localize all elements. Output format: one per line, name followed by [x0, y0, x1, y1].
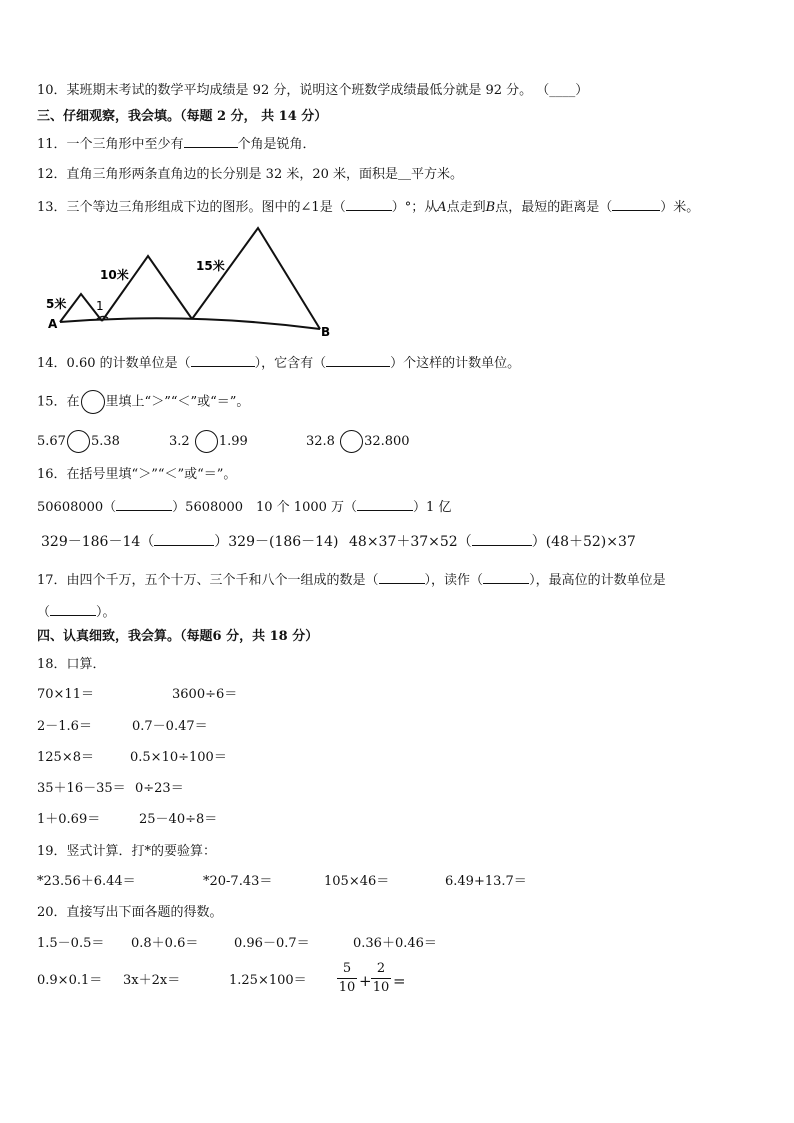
q13-point-a: A [437, 200, 447, 215]
q15-right-1: 5.38 [90, 434, 120, 449]
q18-item-2b: 0.7－0.47＝ [132, 719, 208, 734]
q16-left-1: 50608000（ [37, 500, 117, 515]
q16-left-4: 48×37＋37×52（ [349, 534, 472, 550]
q18-item-1b: 3600÷6＝ [172, 687, 238, 702]
q18-item-3b: 0.5×10÷100＝ [130, 750, 227, 765]
q13-text-a: 13．三个等边三角形组成下边的图形。图中的∠1是（ [37, 200, 346, 215]
q16-blank-4[interactable] [472, 533, 532, 546]
q18-item-3a: 125×8＝ [37, 750, 94, 765]
section-3-heading: 三、仔细观察，我会填。（每题 2 分， 共 14 分） [37, 109, 328, 124]
q15-text-b: 里填上“＞”“＜”或“＝”。 [105, 394, 250, 410]
q18-item-5b: 25－40÷8＝ [139, 812, 218, 827]
q15-compare-circle-2[interactable] [195, 430, 218, 453]
q20-item-3: 0.96－0.7＝ [234, 936, 310, 951]
q11-text-b: 个角是锐角． [237, 137, 316, 152]
question-17 [37, 571, 666, 590]
fraction-2-denominator: 10 [372, 980, 390, 995]
fraction-1-denominator: 10 [338, 980, 356, 995]
q16-left-2: 10 个 1000 万（ [256, 500, 358, 515]
medium-triangle [102, 256, 192, 321]
q13-text-d: 点走到 [446, 200, 486, 215]
q17-text-e: ）。 [96, 605, 116, 620]
label-5m: 5米 [46, 297, 67, 311]
label-angle-1: 1 [96, 299, 104, 313]
q16-left-3: 329－186－14（ [41, 534, 155, 550]
fraction-2 [371, 961, 391, 996]
q16-blank-1[interactable] [116, 498, 172, 511]
q16-item-1 [37, 498, 243, 517]
q16-right-4: ）(48＋52)×37 [531, 534, 636, 550]
q18-item-1a: 70×11＝ [37, 687, 94, 702]
q15-item-3 [306, 430, 410, 453]
q13-text-g: ）米。 [660, 200, 700, 215]
q15-left-2: 3.2 [169, 434, 190, 449]
q16-blank-3[interactable] [154, 533, 214, 546]
q17-unit-blank[interactable] [50, 603, 96, 616]
question-15 [37, 390, 249, 414]
q16-right-1: ）5608000 [172, 500, 244, 515]
q15-right-3: 32.800 [364, 434, 410, 449]
q17-text-b: ），读作（ [424, 573, 484, 588]
q17-number-blank[interactable] [379, 571, 425, 584]
q16-item-4 [349, 533, 636, 551]
q18-item-2a: 2－1.6＝ [37, 719, 92, 734]
q13-distance-blank[interactable] [612, 198, 660, 211]
circle-icon [81, 390, 105, 414]
q15-compare-circle-3[interactable] [340, 430, 363, 453]
baseline-curve [60, 318, 320, 329]
q18-item-5a: 1＋0.69＝ [37, 812, 101, 827]
question-11 [37, 135, 316, 154]
q19-item-3: 105×46＝ [324, 874, 390, 889]
question-17-cont [37, 603, 116, 622]
q20-item-7: 1.25×100＝ [229, 973, 307, 988]
question-14 [37, 354, 520, 373]
q14-text-c: ）个这样的计数单位。 [390, 356, 521, 371]
fraction-equals: = [393, 972, 406, 990]
q18-item-4a: 35＋16－35＝ [37, 781, 126, 796]
q17-text-d: （ [37, 605, 51, 620]
large-triangle [192, 228, 320, 329]
q13-point-b: B [485, 200, 496, 215]
fraction-plus: + [359, 972, 372, 990]
q11-text-a: 11．一个三角形中至少有 [37, 137, 184, 152]
question-18: 18．口算． [37, 657, 106, 672]
q15-item-1 [37, 430, 120, 453]
q20-item-5: 0.9×0.1＝ [37, 973, 103, 988]
q17-text-c: ），最高位的计数单位是 [529, 573, 666, 588]
q15-right-2: 1.99 [218, 434, 248, 449]
q17-text-a: 17．由四个千万，五个十万、三个千和八个一组成的数是（ [37, 573, 379, 588]
q16-item-3 [41, 533, 338, 551]
question-16: 16．在括号里填“＞”“＜”或“＝”。 [37, 467, 237, 482]
q16-right-2: ）1 亿 [413, 500, 452, 515]
q19-item-2: *20-7.43＝ [203, 874, 273, 889]
q14-unit-blank[interactable] [191, 354, 255, 367]
q15-item-2 [169, 430, 248, 453]
q17-reading-blank[interactable] [483, 571, 529, 584]
q15-compare-circle-1[interactable] [67, 430, 90, 453]
q16-item-2 [256, 498, 451, 517]
fraction-2-bar [371, 978, 391, 979]
section-4-heading: 四、认真细致，我会算。（每题6 分，共 18 分） [37, 629, 319, 644]
q19-item-1: *23.56＋6.44＝ [37, 874, 136, 889]
q14-text-b: ），它含有（ [254, 356, 327, 371]
q13-angle-blank[interactable] [346, 198, 392, 211]
q20-item-1: 1.5－0.5＝ [37, 936, 105, 951]
fraction-1-bar [337, 978, 357, 979]
question-10: 10．某班期末考试的数学平均成绩是 92 分，说明这个班数学成绩最低分就是 92 分。 （____） [37, 83, 589, 98]
fraction-1 [337, 961, 357, 996]
q16-blank-2[interactable] [357, 498, 413, 511]
fraction-2-numerator: 2 [376, 961, 386, 976]
question-13 [37, 198, 699, 217]
triangles-figure [40, 222, 340, 340]
q13-text-f: 点，最短的距离是（ [495, 200, 613, 215]
q14-count-blank[interactable] [326, 354, 390, 367]
label-10m: 10米 [100, 268, 129, 282]
q20-item-4: 0.36＋0.46＝ [353, 936, 437, 951]
q19-item-4: 6.49+13.7＝ [445, 874, 527, 889]
q16-right-3: ）329－(186－14) [214, 534, 339, 550]
label-point-a: A [48, 317, 58, 331]
question-20: 20．直接写出下面各题的得数。 [37, 905, 223, 920]
q20-item-2: 0.8＋0.6＝ [131, 936, 199, 951]
q15-left-1: 5.67 [37, 434, 66, 449]
q15-left-3: 32.8 [306, 434, 335, 449]
q20-item-6: 3x＋2x＝ [123, 973, 181, 988]
question-19: 19．竖式计算．打*的要验算： [37, 844, 217, 859]
question-12: 12．直角三角形两条直角边的长分别是 32 米，20 米，面积是＿平方米。 [37, 167, 464, 182]
q18-item-4b: 0÷23＝ [135, 781, 184, 796]
fraction-1-numerator: 5 [342, 961, 352, 976]
label-15m: 15米 [196, 259, 225, 273]
label-point-b: B [321, 325, 331, 339]
q11-answer-blank[interactable] [184, 135, 238, 148]
q15-text-a: 15．在 [37, 394, 80, 410]
q14-text-a: 14．0.60 的计数单位是（ [37, 356, 191, 371]
q13-text-b: ）°；从 [391, 200, 438, 215]
